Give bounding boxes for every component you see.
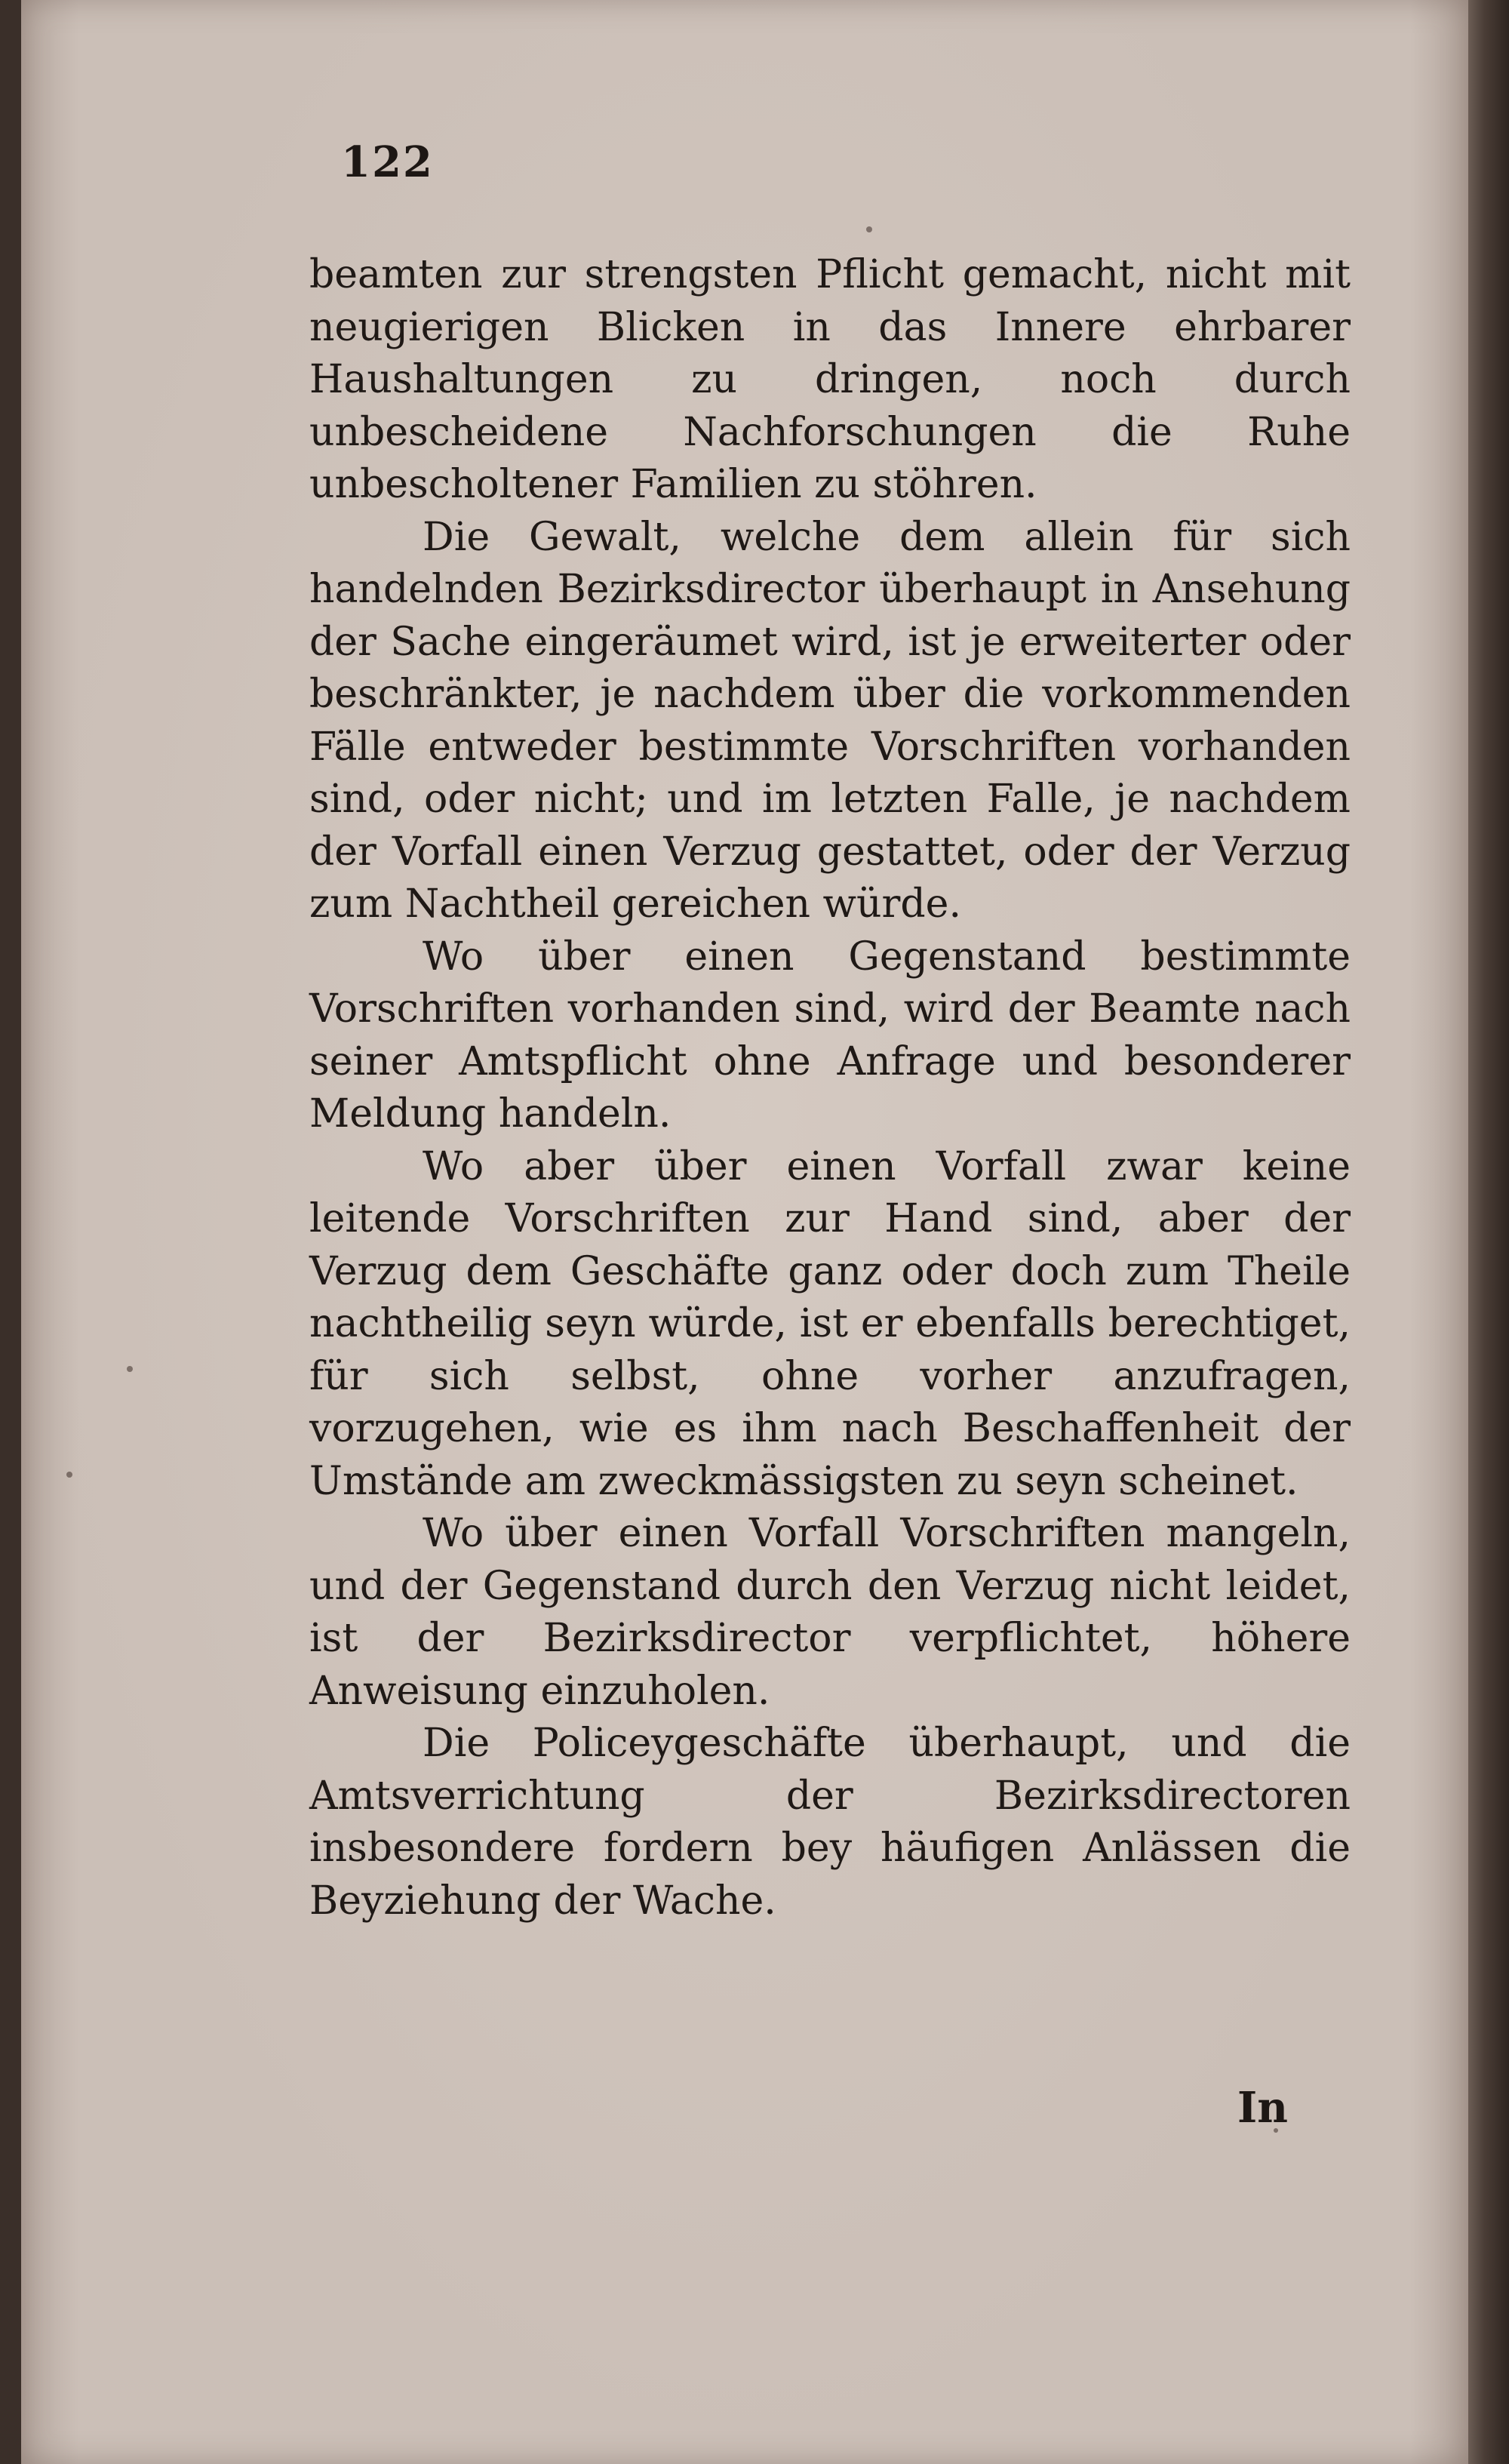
book-edge-shadow	[1468, 0, 1509, 2464]
paper-speck	[66, 1472, 72, 1478]
paragraph-urgent-case: Wo aber über einen Vorfall zwar keine leitende Vorschriften zur Hand sind, aber der Verzug dem Geschäfte ganz oder doch zum Theile nachtheilig seyn würde, ist er ebenfalls berechtiget, für sich selbst, ohne vorher anzufragen, vorzugehen, wie es ihm nach Beschaffenheit der Umstände am zweckmässigsten zu seyn scheinet.	[309, 1143, 1351, 1504]
paper-speck	[127, 1366, 133, 1372]
paragraph-existing-rules: Wo über einen Gegenstand bestimmte Vorschriften vorhanden sind, wird der Beamte nach seiner Amtspflicht ohne Anfrage und besonderer Meldung handeln.	[309, 934, 1351, 1137]
page-number: 122	[341, 137, 434, 187]
body-text	[309, 249, 1351, 1927]
paper-speck	[866, 226, 872, 232]
catchword: In	[1237, 2083, 1288, 2133]
paragraph-police-duties: Die Policeygeschäfte überhaupt, und die Amtsverrichtung der Bezirksdirectoren insbesondere fordern bey häufigen Anlässen die Beyziehung der Wache.	[309, 1721, 1351, 1924]
paragraph-no-rules: Wo über einen Vorfall Vorschriften mangeln, und der Gegenstand durch den Verzug nicht leidet, ist der Bezirksdirector verpflichtet, höhere Anweisung einzuholen.	[309, 1511, 1351, 1714]
paragraph-continuation: beamten zur strengsten Pflicht gemacht, nicht mit neugierigen Blicken in das Innere ehrbarer Haushaltungen zu dringen, noch durch unbescheidene Nachforschungen die Ruhe unbescholtener Familien zu stöhren.	[309, 252, 1351, 507]
paragraph-authority: Die Gewalt, welche dem allein für sich handelnden Bezirksdirector überhaupt in Ansehung der Sache eingeräumet wird, ist je erweiterter oder beschränkter, je nachdem über die vorkommenden Fälle entweder bestimmte Vorschriften vorhanden sind, oder nicht; und im letzten Falle, je nachdem der Vorfall einen Verzug gestattet, oder der Verzug zum Nachtheil gereichen würde.	[309, 514, 1351, 927]
